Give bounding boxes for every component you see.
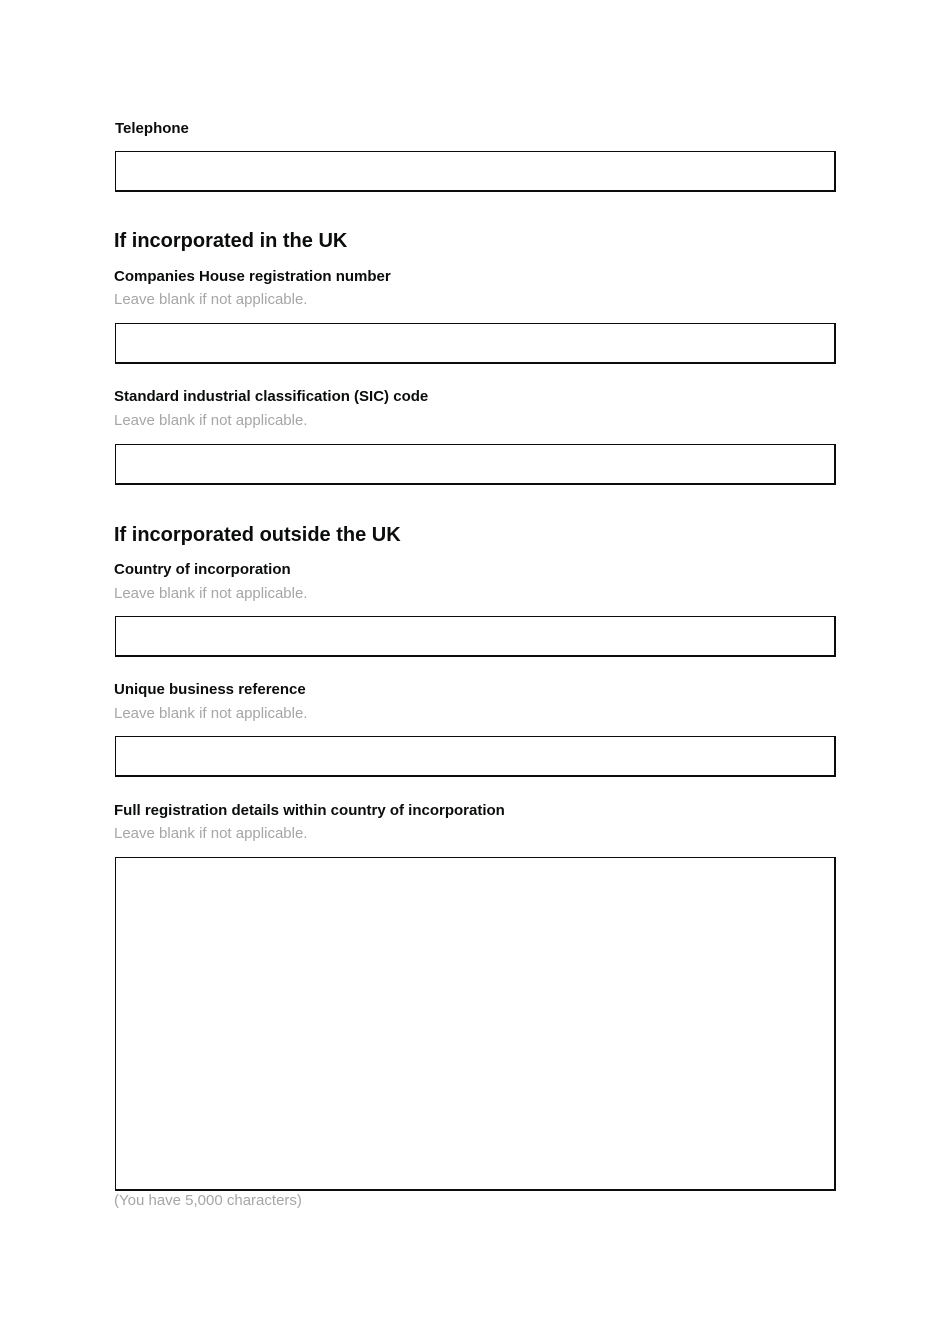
registration-details-label: Full registration details within country of incorporation: [114, 802, 505, 819]
sic-code-input[interactable]: [115, 444, 836, 485]
business-reference-input[interactable]: [115, 736, 836, 777]
outside-uk-section-heading: If incorporated outside the UK: [114, 524, 401, 546]
companies-house-label: Companies House registration number: [114, 268, 391, 285]
registration-details-hint: Leave blank if not applicable.: [114, 825, 308, 842]
telephone-input[interactable]: [115, 151, 836, 192]
sic-code-hint: Leave blank if not applicable.: [114, 412, 308, 429]
business-reference-label: Unique business reference: [114, 681, 306, 698]
country-of-incorporation-label: Country of incorporation: [114, 561, 291, 578]
country-of-incorporation-hint: Leave blank if not applicable.: [114, 585, 308, 602]
registration-details-textarea[interactable]: [115, 857, 836, 1191]
companies-house-hint: Leave blank if not applicable.: [114, 291, 308, 308]
business-reference-hint: Leave blank if not applicable.: [114, 705, 308, 722]
country-of-incorporation-input[interactable]: [115, 616, 836, 657]
character-count: (You have 5,000 characters): [114, 1192, 302, 1209]
telephone-label: Telephone: [115, 120, 189, 137]
companies-house-input[interactable]: [115, 323, 836, 364]
uk-section-heading: If incorporated in the UK: [114, 230, 348, 252]
sic-code-label: Standard industrial classification (SIC) code: [114, 388, 429, 405]
